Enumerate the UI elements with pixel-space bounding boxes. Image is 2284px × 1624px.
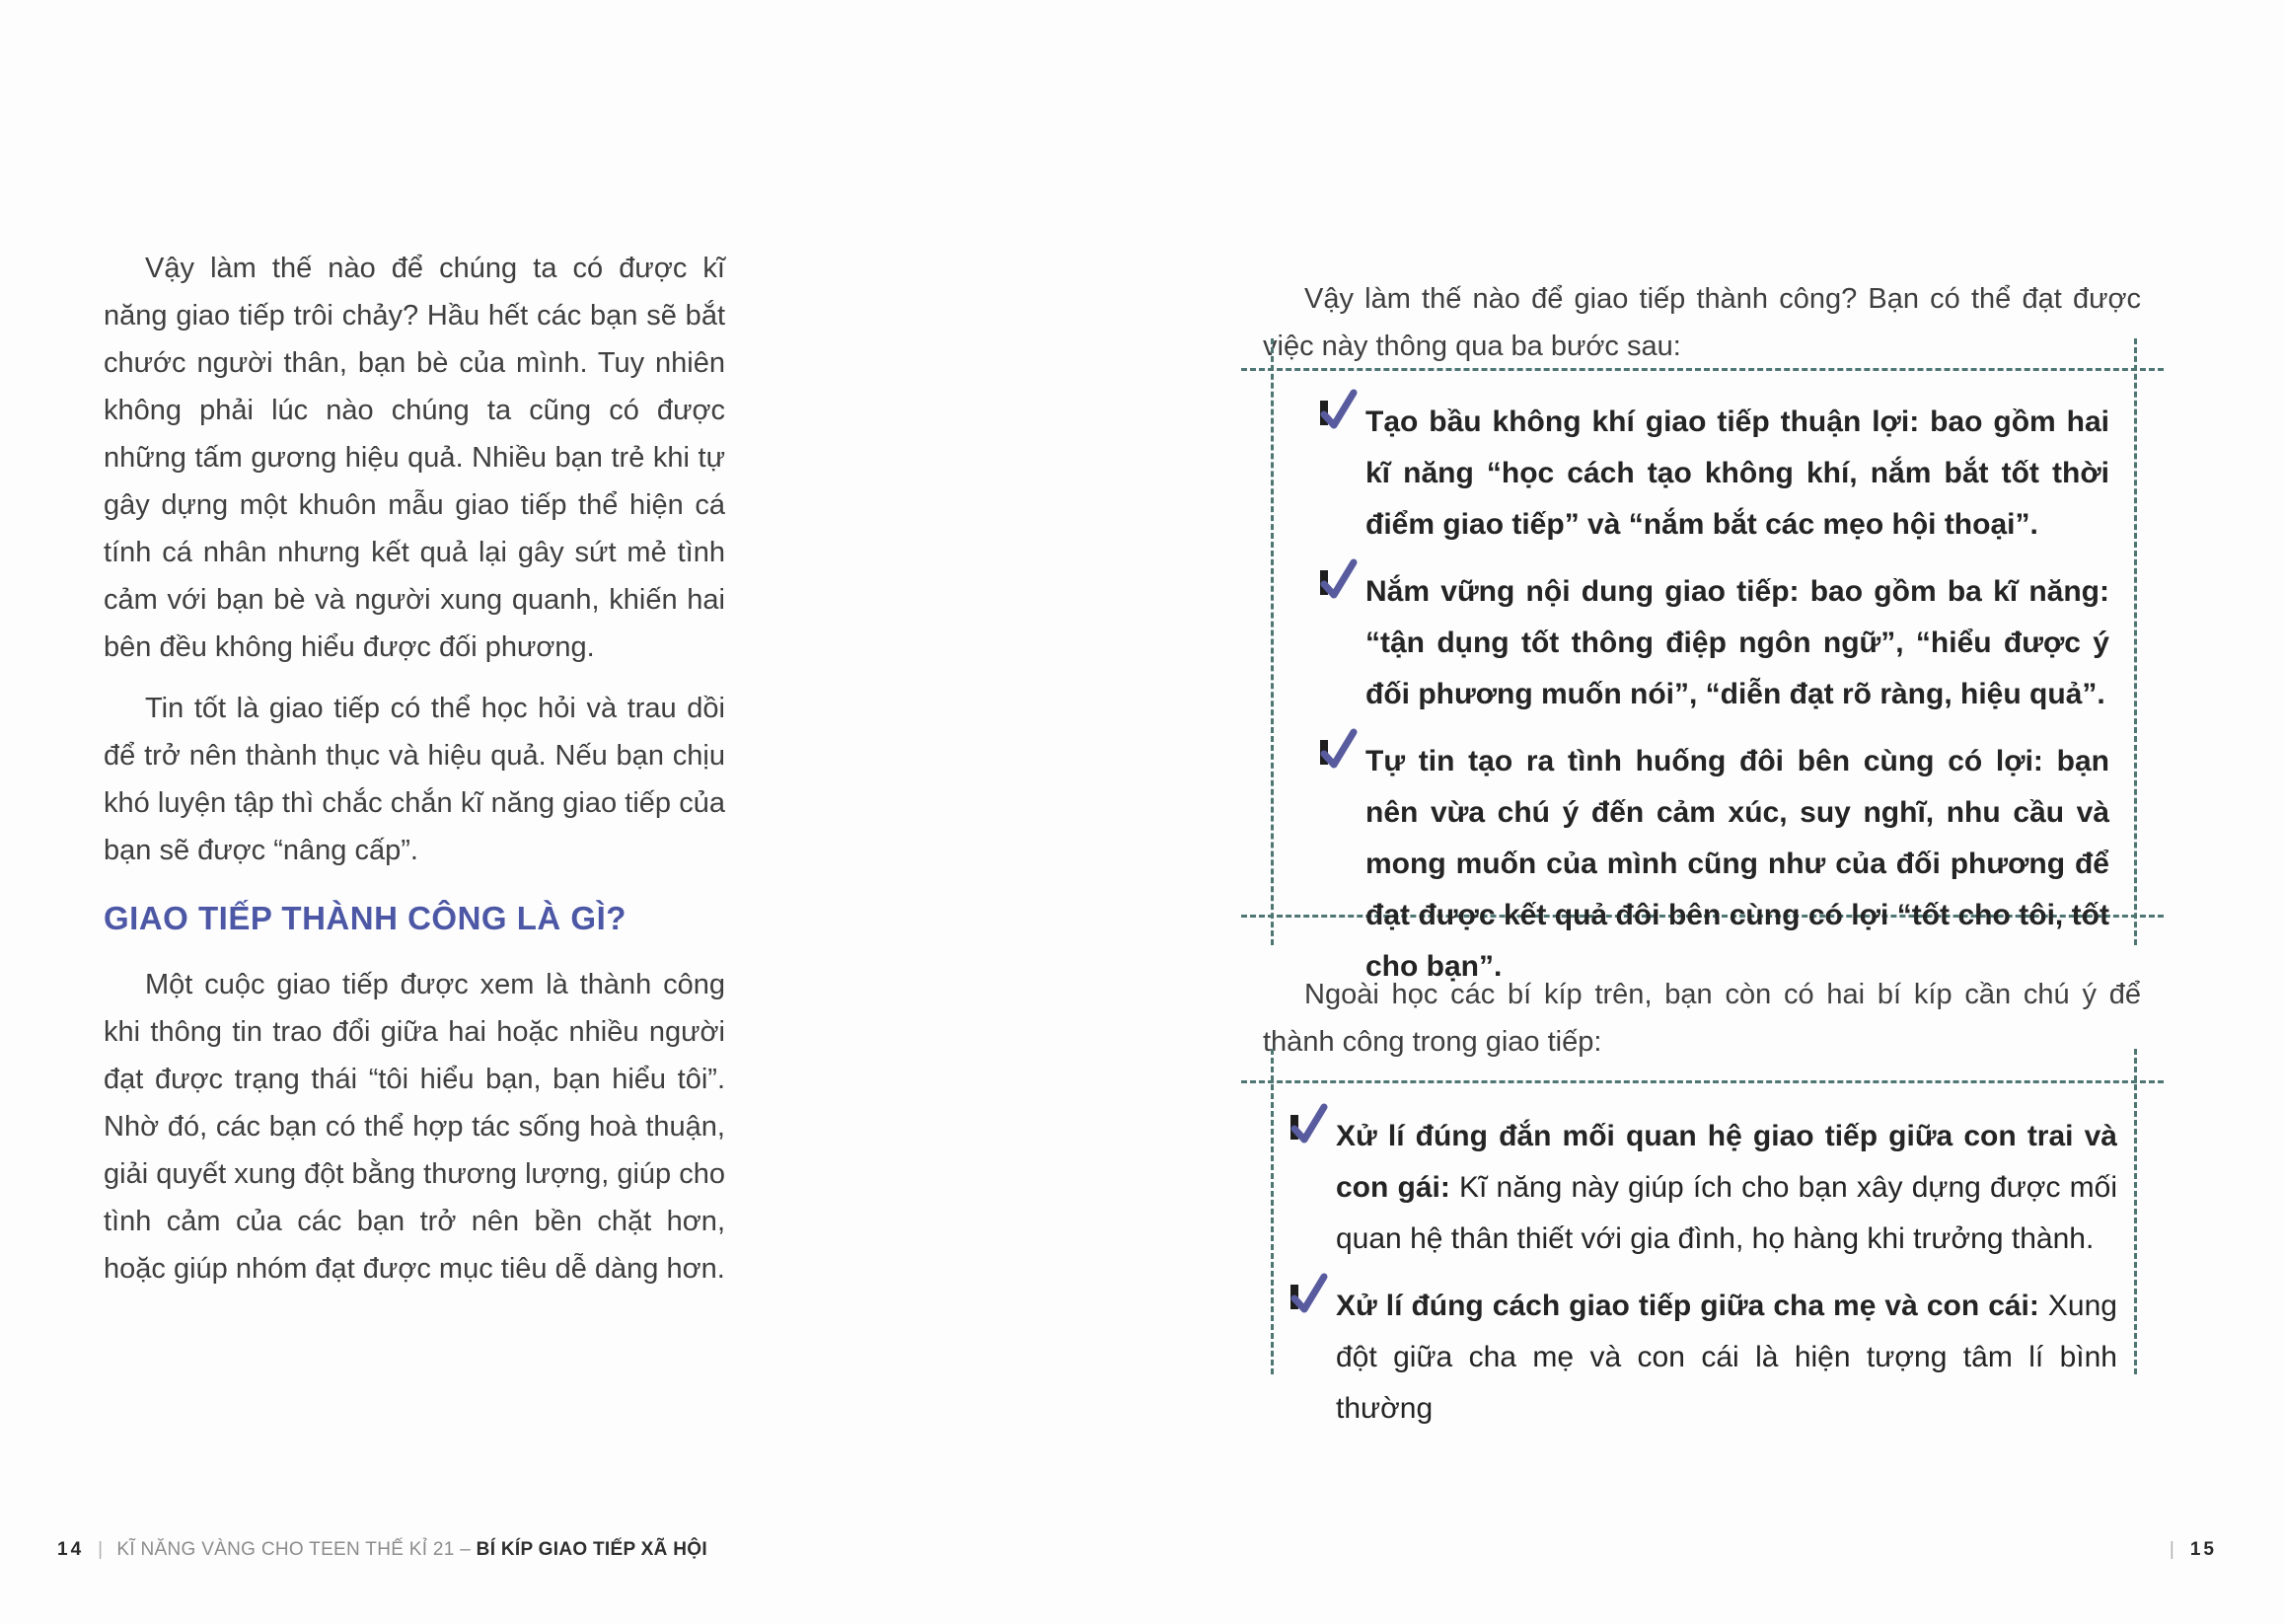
box1-right-border — [2134, 338, 2137, 945]
checked-checkbox-icon — [1320, 405, 1365, 422]
left-paragraph-2: Tin tốt là giao tiếp có thể học hỏi và trau dồi để trở nên thành thục và hiệu quả. Nếu bạn chịu khó luyện tập thì chắc chắn kĩ năng giao tiếp của bạn sẽ được “nâng cấp”. — [104, 693, 725, 866]
book-title: KĨ NĂNG VÀNG CHO TEEN THẾ KỈ 21 – — [116, 1539, 472, 1560]
box2-top-border — [1241, 1080, 2164, 1083]
section-heading: GIAO TIẾP THÀNH CÔNG LÀ GÌ? — [104, 900, 626, 936]
left-paragraph-3: Một cuộc giao tiếp được xem là thành công khi thông tin trao đổi giữa hai hoặc nhiều người đạt được trạng thái “tôi hiểu bạn, bạn hiểu tôi”. Nhờ đó, các bạn có thể hợp tác sống hoà thuận, giải quyết xung đột bằng thương lượng, giúp cho tình cảm của các bạn trở nên bền chặt hơn, hoặc giúp nhóm đạt được mục tiêu dễ dàng hơn. — [104, 969, 725, 1285]
footer-separator: | — [2169, 1539, 2174, 1560]
checklist-item-lead: Xử lí đúng cách giao tiếp giữa cha mẹ và con cái: — [1336, 1290, 2048, 1322]
checklist-item-rest: Xung đột giữa cha mẹ và con cái là hiện tượng tâm lí bình thường — [1336, 1290, 2117, 1425]
left-page-text-column — [104, 245, 725, 1306]
checklist-item — [1320, 566, 2109, 720]
box2-left-border — [1271, 1049, 1274, 1374]
checklist-item — [1320, 736, 2109, 993]
checklist-item — [1290, 1111, 2117, 1265]
checklist-item-lead: Xử lí đúng đắn mối quan hệ giao tiếp giữa con trai và con gái: — [1336, 1120, 2117, 1204]
right-page-footer — [2170, 1539, 2217, 1561]
left-paragraph-1: Vậy làm thế nào để chúng ta có được kĩ năng giao tiếp trôi chảy? Hầu hết các bạn sẽ bắt chước người thân, bạn bè của mình. Tuy nhiên không phải lúc nào chúng ta cũng có được những tấm gương hiệu quả. Nhiều bạn trẻ khi tự gây dựng một khuôn mẫu giao tiếp thể hiện cá tính cá nhân nhưng kết quả lại gây sứt mẻ tình cảm với bạn bè và người xung quanh, khiến hai bên đều không hiểu được đối phương. — [104, 253, 725, 663]
box1-checklist — [1320, 397, 2109, 1008]
box1-top-border — [1241, 368, 2164, 371]
checklist-item-text: Tự tin tạo ra tình huống đôi bên cùng có lợi: bạn nên vừa chú ý đến cảm xúc, suy nghĩ, nhu cầu và mong muốn của mình cũng như của đối phương để đạt được kết quả đôi bên cùng có lợi “tốt cho tôi, tốt cho bạn”. — [1365, 745, 2109, 983]
footer-separator: | — [98, 1539, 104, 1560]
checked-checkbox-icon — [1290, 1119, 1336, 1137]
checked-checkbox-icon — [1320, 744, 1365, 762]
checklist-item-text: Tạo bầu không khí giao tiếp thuận lợi: bao gồm hai kĩ năng “học cách tạo không khí, nắm bắt tốt thời điểm giao tiếp” và “nắm bắt các mẹo hội thoại”. — [1365, 406, 2109, 541]
right-page-number: 15 — [2189, 1539, 2217, 1560]
checked-checkbox-icon — [1320, 574, 1365, 592]
left-page-number: 14 — [57, 1539, 85, 1560]
checklist-item-text — [1336, 1111, 2117, 1265]
checklist-item-rest: Kĩ năng này giúp ích cho bạn xây dựng được mối quan hệ thân thiết với gia đình, họ hàng khi trưởng thành. — [1336, 1171, 2117, 1255]
checklist-item — [1320, 397, 2109, 551]
checklist-item — [1290, 1281, 2117, 1435]
checklist-item-text: Nắm vững nội dung giao tiếp: bao gồm ba kĩ năng: “tận dụng tốt thông điệp ngôn ngữ”, “hiểu được ý đối phương muốn nói”, “diễn đạt rõ ràng, hiệu quả”. — [1365, 575, 2109, 710]
box2-right-border — [2134, 1049, 2137, 1374]
checklist-item-text — [1336, 1281, 2117, 1435]
checked-checkbox-icon — [1290, 1289, 1336, 1306]
chapter-title: BÍ KÍP GIAO TIẾP XÃ HỘI — [476, 1539, 707, 1560]
box2-checklist — [1290, 1111, 2117, 1450]
right-middle-paragraph: Ngoài học các bí kíp trên, bạn còn có hai bí kíp cần chú ý để thành công trong giao tiếp: — [1263, 979, 2141, 1058]
box1-left-border — [1271, 338, 1274, 945]
left-page-footer — [57, 1539, 707, 1561]
right-intro-paragraph: Vậy làm thế nào để giao tiếp thành công? Bạn có thể đạt được việc này thông qua ba bước sau: — [1263, 283, 2141, 362]
